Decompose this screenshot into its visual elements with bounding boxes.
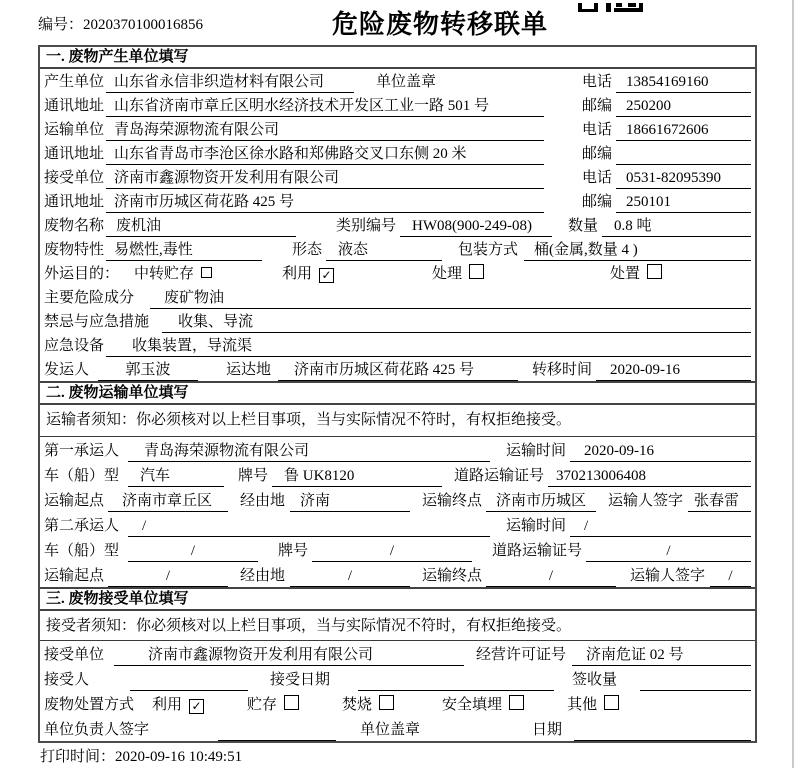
- transporter-zip-label: 邮编: [582, 146, 613, 162]
- license-number-value: 济南危证 02 号: [572, 646, 751, 666]
- carrier-signature-2-label: 运输人签字: [630, 568, 706, 584]
- received-amount-label: 签收量: [572, 672, 618, 688]
- vehicle-row-1: [40, 462, 755, 487]
- transporter-zip-value: [616, 146, 751, 165]
- via-2-value: /: [290, 567, 410, 587]
- plate-number-value: 鲁 UK8120: [272, 467, 442, 487]
- transfer-date-value: 2020-09-16: [596, 361, 751, 381]
- carrier-signature-label: 运输人签字: [608, 493, 684, 509]
- vehicle-row-2: [40, 537, 755, 562]
- hazard-component-value: 废矿物油: [150, 289, 751, 309]
- receiver-zip-label: 邮编: [582, 194, 613, 210]
- disposal-storage-text: 贮存: [247, 697, 278, 713]
- producer-address-row: [40, 93, 755, 117]
- purpose-utilize-checkbox: ✓: [319, 268, 334, 283]
- plate-number-2-value: /: [312, 542, 472, 562]
- receiver-unit-label: 接受单位: [44, 170, 105, 186]
- print-time: [40, 745, 242, 766]
- producer-address-value: 山东省济南市章丘区明水经济技术开发区工业一路 501 号: [106, 97, 544, 117]
- road-permit-2-label: 道路运输证号: [492, 543, 583, 559]
- producer-phone-label: 电话: [582, 74, 613, 90]
- transporter-unit-value: 青岛海荣源物流有限公司: [106, 121, 544, 141]
- purpose-utilize-option: [282, 264, 334, 285]
- purpose-treat-option: [432, 264, 484, 285]
- disposal-incinerate-text: 焚烧: [342, 697, 373, 713]
- unit-seal-label: 单位盖章: [360, 722, 421, 738]
- via-label: 经由地: [240, 493, 286, 509]
- disposal-incinerate-checkbox: [379, 695, 394, 710]
- receive-unit-label: 接受单位: [44, 647, 105, 663]
- producer-unit-value: 山东省永信非织造材料有限公司: [106, 73, 354, 93]
- carrier-signature-value: 张春雷: [688, 492, 751, 512]
- transport-date-2-value: /: [570, 517, 751, 537]
- waste-quantity-value: 0.8 吨: [602, 217, 751, 237]
- vehicle-type-value: 汽车: [128, 467, 224, 487]
- date-value: [574, 722, 751, 741]
- purpose-dispose-text: 处置: [610, 266, 641, 282]
- emergency-equipment-value: 收集装置，导流渠: [106, 337, 751, 357]
- hazard-component-row: [40, 285, 755, 309]
- taboo-measures-label: 禁忌与应急措施: [44, 314, 150, 330]
- transfer-form: [38, 45, 757, 743]
- purpose-transfer-storage-option: [134, 264, 212, 285]
- second-carrier-label: 第二承运人: [44, 518, 120, 534]
- waste-code-label: 类别编号: [336, 218, 397, 234]
- receiver-address-row: [40, 189, 755, 213]
- taboo-measures-row: [40, 309, 755, 333]
- purpose-treat-checkbox: [469, 264, 484, 279]
- disposal-landfill-checkbox: [509, 695, 524, 710]
- receiver-unit-row: [40, 165, 755, 189]
- qr-code-fragment-icon: [578, 0, 644, 9]
- route-row-1: [40, 487, 755, 512]
- waste-packaging-value: 桶(金属,数量 4 ): [524, 241, 751, 261]
- receiver-address-value: 济南市历城区荷花路 425 号: [106, 193, 544, 213]
- responsible-signature-label: 单位负责人签字: [44, 722, 150, 738]
- transporter-unit-label: 运输单位: [44, 122, 105, 138]
- disposal-incinerate-option: [342, 695, 394, 716]
- vehicle-type-label: 车（船）型: [44, 468, 120, 484]
- taboo-measures-value: 收集、导流: [162, 313, 751, 333]
- disposal-storage-checkbox: [284, 695, 299, 710]
- receiver-phone-label: 电话: [582, 170, 613, 186]
- road-permit-label: 道路运输证号: [454, 468, 545, 484]
- receiver-address-label: 通讯地址: [44, 194, 105, 210]
- receiver-person-label: 接受人: [44, 672, 90, 688]
- emergency-equipment-label: 应急设备: [44, 338, 105, 354]
- disposal-other-option: [567, 695, 619, 716]
- origin-2-label: 运输起点: [44, 568, 105, 584]
- waste-property-row: [40, 237, 755, 261]
- destination-value: 济南市历城区荷花路 425 号: [278, 361, 518, 381]
- endpoint-2-value: /: [486, 567, 616, 587]
- transporter-notice: 运输者须知：你必须核对以上栏目事项，当与实际情况不符时，有权拒绝接受。: [40, 405, 755, 437]
- road-permit-2-value: /: [586, 542, 751, 562]
- section1-title: 一. 废物产生单位填写: [40, 47, 755, 69]
- origin-2-value: /: [108, 567, 228, 587]
- first-carrier-value: 青岛海荣源物流有限公司: [128, 442, 490, 462]
- purpose-transfer-storage-checkbox: [201, 267, 212, 278]
- producer-phone-value: 13854169160: [616, 73, 751, 93]
- waste-packaging-label: 包装方式: [458, 242, 519, 258]
- disposal-utilize-checkbox: ✓: [189, 699, 204, 714]
- purpose-transfer-storage-text: 中转贮存: [134, 266, 195, 282]
- license-number-label: 经营许可证号: [476, 647, 567, 663]
- waste-property-value: 易燃性,毒性: [106, 241, 262, 261]
- transport-date-2-label: 运输时间: [506, 518, 567, 534]
- transporter-address-row: [40, 141, 755, 165]
- endpoint-value: 济南市历城区: [486, 492, 596, 512]
- hazard-component-label: 主要危险成分: [44, 290, 135, 306]
- disposal-method-row: [40, 691, 755, 716]
- via-2-label: 经由地: [240, 568, 286, 584]
- carrier-signature-2-value: /: [710, 567, 751, 587]
- dispatcher-label: 发运人: [44, 362, 90, 378]
- doc-number: [38, 13, 203, 34]
- disposal-utilize-option: [152, 695, 204, 716]
- plate-number-2-label: 牌号: [278, 543, 309, 559]
- disposal-landfill-option: [442, 695, 524, 716]
- second-carrier-value: /: [128, 517, 490, 537]
- disposal-storage-option: [247, 695, 299, 716]
- received-amount-value: [640, 672, 751, 691]
- print-time-value: 2020-09-16 10:49:51: [115, 749, 243, 765]
- origin-label: 运输起点: [44, 493, 105, 509]
- receiver-phone-value: 0531-82095390: [616, 169, 751, 189]
- disposal-method-label: 废物处置方式: [44, 697, 135, 713]
- section3-title: 三. 废物接受单位填写: [40, 587, 755, 611]
- waste-property-label: 废物特性: [44, 242, 105, 258]
- producer-unit-row: [40, 69, 755, 93]
- disposal-landfill-text: 安全填埋: [442, 697, 503, 713]
- producer-zip-value: 250200: [616, 97, 751, 117]
- receiver-notice: 接受者须知：你必须核对以上栏目事项，当与实际情况不符时，有权拒绝接受。: [40, 611, 755, 641]
- first-carrier-row: [40, 437, 755, 462]
- second-carrier-row: [40, 512, 755, 537]
- transporter-address-value: 山东省青岛市李沧区徐水路和郑佛路交叉口东侧 20 米: [106, 145, 544, 165]
- responsible-signature-row: [40, 716, 755, 741]
- disposal-other-checkbox: [604, 695, 619, 710]
- receiver-zip-value: 250101: [616, 193, 751, 213]
- waste-name-row: [40, 213, 755, 237]
- purpose-utilize-text: 利用: [282, 266, 313, 282]
- producer-unit-label: 产生单位: [44, 74, 105, 90]
- doc-number-label: 编号：: [38, 17, 84, 33]
- waste-name-value: 废机油: [106, 217, 296, 237]
- purpose-dispose-option: [610, 264, 662, 285]
- via-value: 济南: [290, 492, 410, 512]
- transfer-purpose-row: [40, 261, 755, 285]
- waste-name-label: 废物名称: [44, 218, 105, 234]
- print-time-label: 打印时间：: [40, 749, 116, 765]
- date-label: 日期: [532, 722, 563, 738]
- vehicle-type-2-label: 车（船）型: [44, 543, 120, 559]
- waste-form-value: 液态: [326, 241, 442, 261]
- transport-date-value: 2020-09-16: [570, 442, 751, 462]
- transporter-unit-row: [40, 117, 755, 141]
- page-title: 危险废物转移联单: [332, 10, 549, 39]
- transporter-phone-label: 电话: [582, 122, 613, 138]
- section2-title: 二. 废物运输单位填写: [40, 381, 755, 405]
- transfer-purpose-label: 外运目的：: [44, 266, 120, 282]
- transporter-address-label: 通讯地址: [44, 146, 105, 162]
- endpoint-label: 运输终点: [422, 493, 483, 509]
- route-row-2: [40, 562, 755, 587]
- origin-value: 济南市章丘区: [108, 492, 228, 512]
- receive-unit-row: [40, 641, 755, 666]
- emergency-equipment-row: [40, 333, 755, 357]
- disposal-other-text: 其他: [567, 697, 598, 713]
- waste-code-value: HW08(900-249-08): [400, 217, 552, 237]
- endpoint-2-label: 运输终点: [422, 568, 483, 584]
- receive-person-row: [40, 666, 755, 691]
- destination-label: 运达地: [226, 362, 272, 378]
- receive-date-value: [358, 672, 554, 691]
- doc-number-value: 2020370100016856: [83, 17, 204, 33]
- vehicle-type-2-value: /: [128, 542, 258, 562]
- transfer-date-label: 转移时间: [532, 362, 593, 378]
- page-edge: [792, 0, 794, 768]
- first-carrier-label: 第一承运人: [44, 443, 120, 459]
- receive-date-label: 接受日期: [270, 672, 331, 688]
- receiver-person-value: [130, 672, 248, 691]
- plate-number-label: 牌号: [238, 468, 269, 484]
- responsible-signature-value: [218, 722, 336, 741]
- receiver-unit-value: 济南市鑫源物资开发利用有限公司: [106, 169, 544, 189]
- purpose-treat-text: 处理: [432, 266, 463, 282]
- dispatch-row: [40, 357, 755, 381]
- road-permit-value: 370213006408: [548, 467, 751, 487]
- receive-unit-value: 济南市鑫源物资开发利用有限公司: [114, 646, 464, 666]
- producer-zip-label: 邮编: [582, 98, 613, 114]
- transport-date-label: 运输时间: [506, 443, 567, 459]
- purpose-dispose-checkbox: [647, 264, 662, 279]
- transporter-phone-value: 18661672606: [616, 121, 751, 141]
- dispatcher-value: 郭玉波: [98, 361, 198, 381]
- waste-quantity-label: 数量: [568, 218, 599, 234]
- producer-seal-label: 单位盖章: [376, 74, 437, 90]
- waste-form-label: 形态: [292, 242, 323, 258]
- producer-address-label: 通讯地址: [44, 98, 105, 114]
- disposal-utilize-text: 利用: [152, 697, 183, 713]
